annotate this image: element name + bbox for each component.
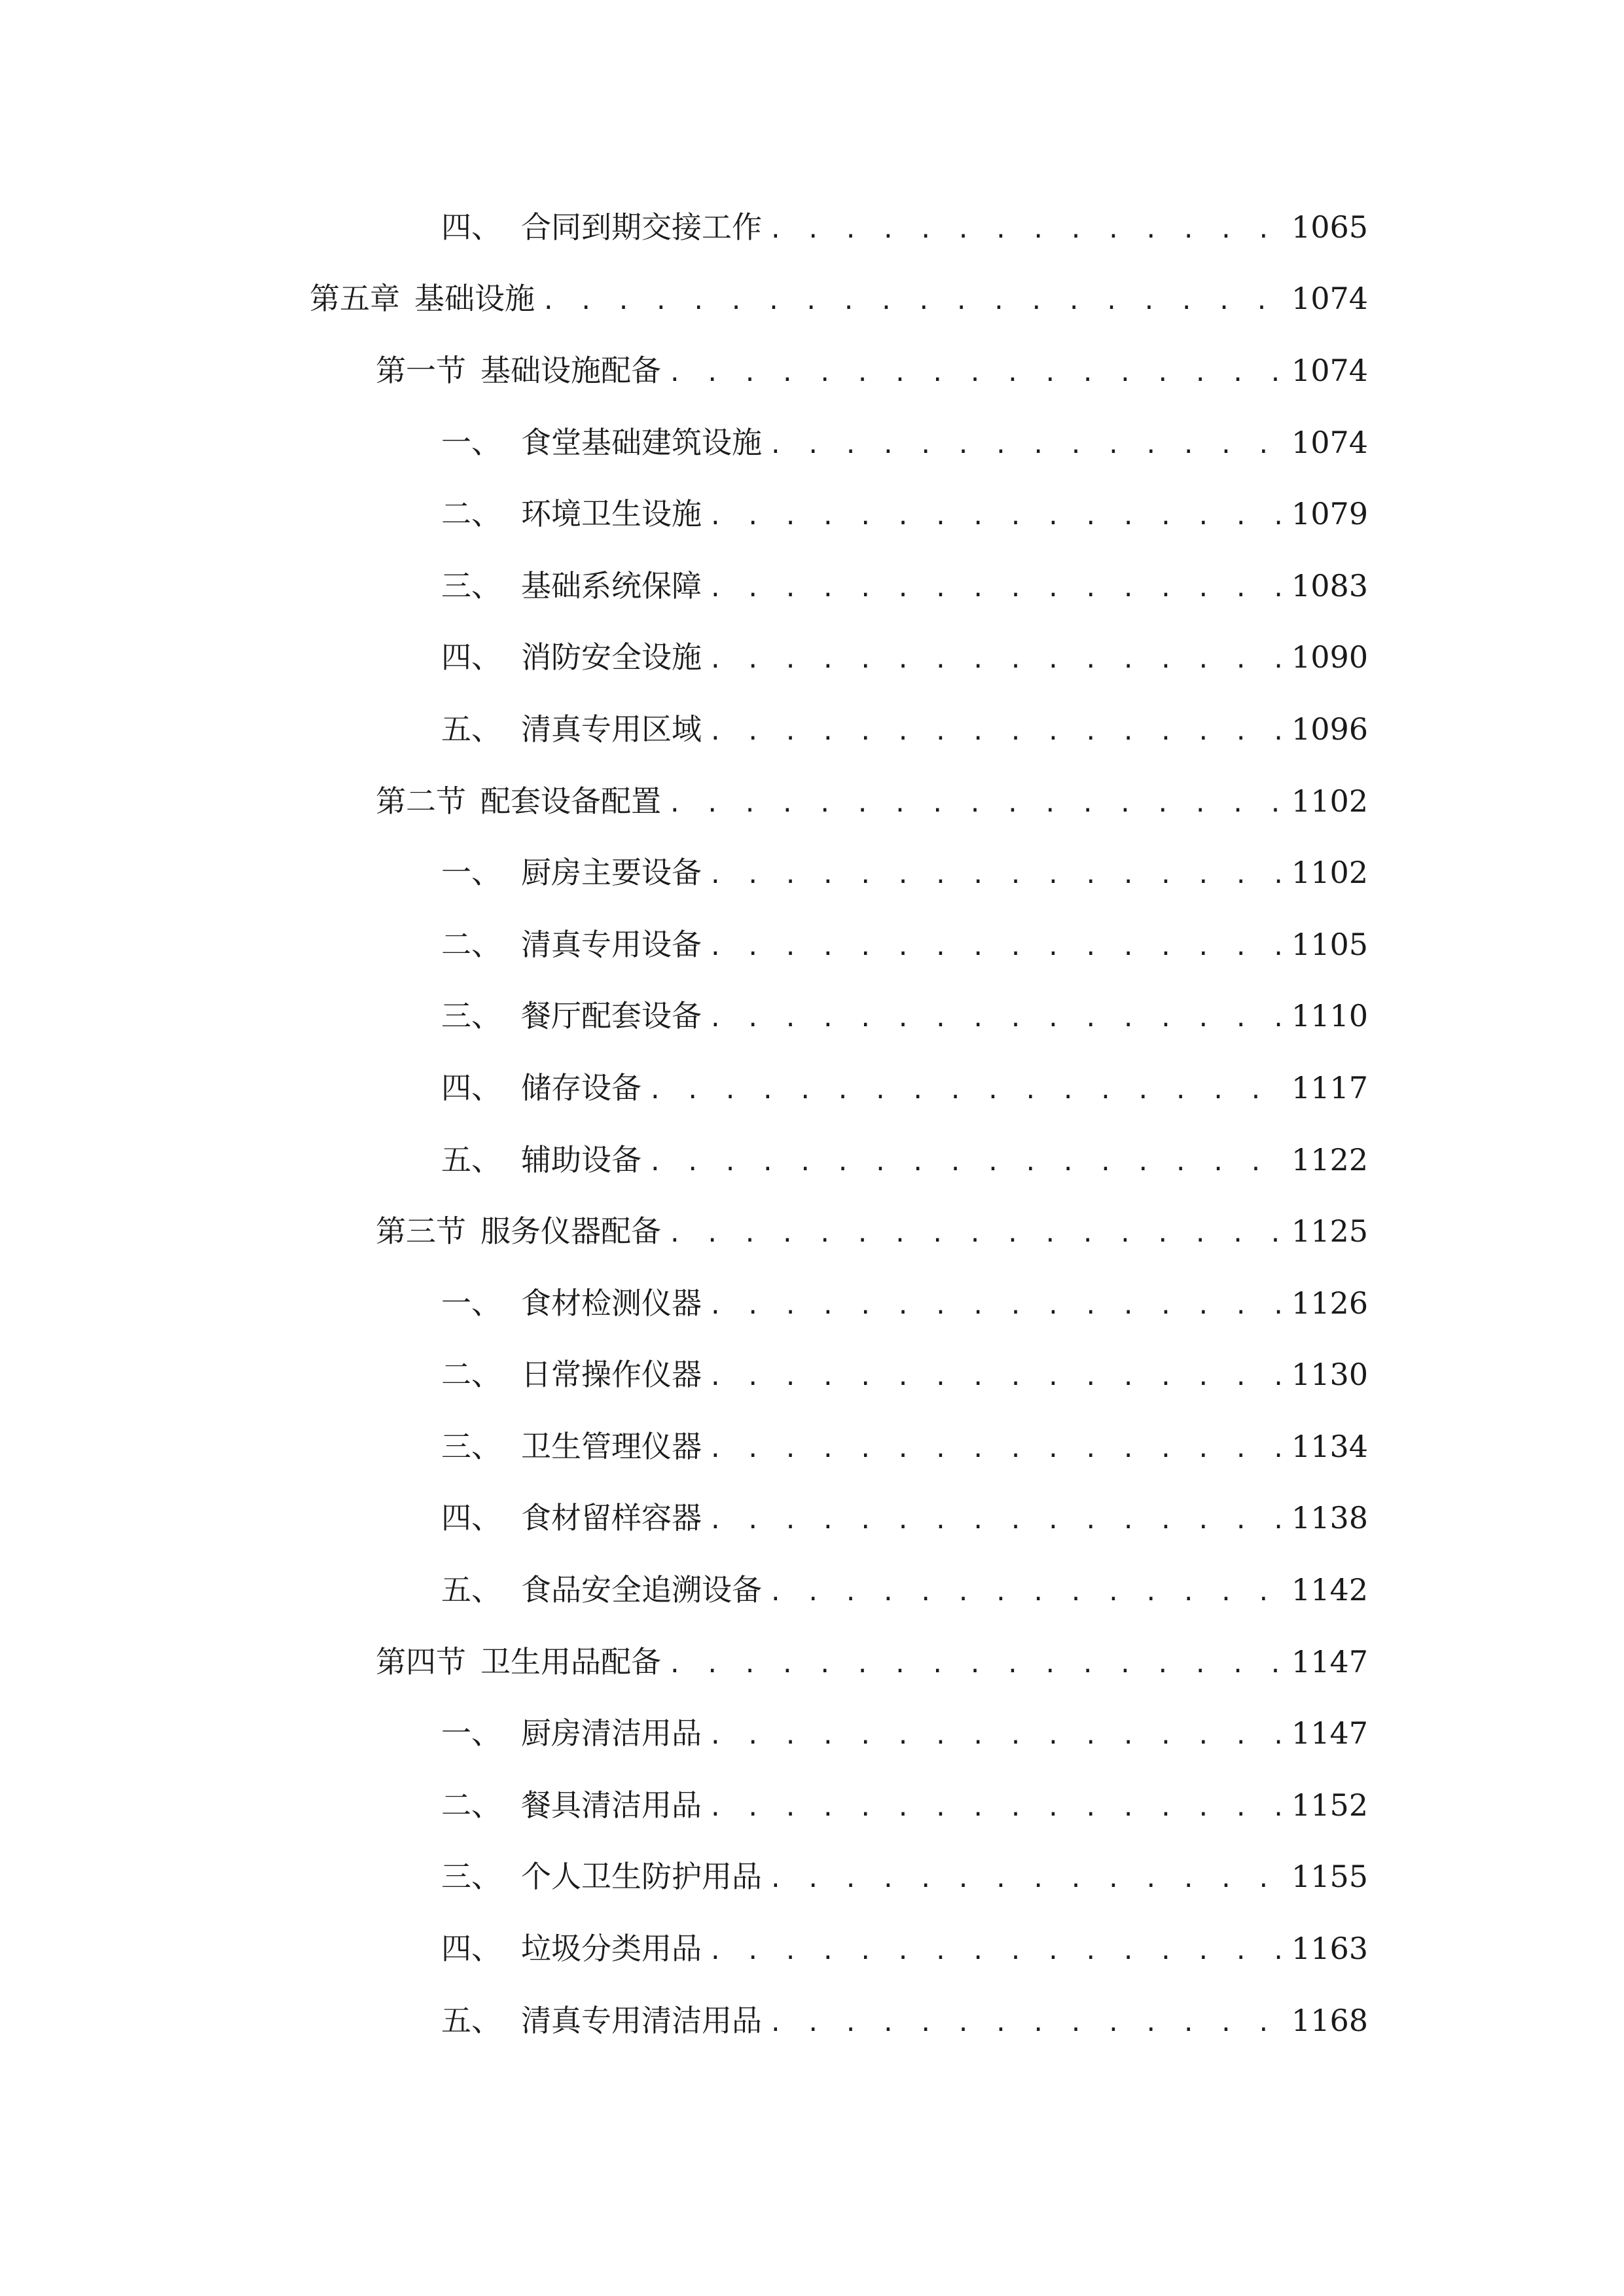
toc-page-number: 1142 [1291,1572,1368,1608]
toc-entry-text [441,1285,702,1321]
toc-entry-text [376,352,661,388]
dot-leader [708,499,1280,529]
toc-entry-title: 储存设备 [521,1069,641,1105]
toc-entry-label: 第五章 [310,281,400,317]
dot-leader [768,1861,1280,1892]
toc-entry-label: 四、 [441,639,501,675]
toc-entry-title: 基础设施 [414,281,535,317]
toc-entry[interactable] [0,622,1624,694]
toc-entry-label: 三、 [441,1428,501,1464]
toc-entry-title: 食品安全追溯设备 [521,1572,762,1608]
toc-entry-title: 清真专用区域 [521,711,702,747]
toc-entry[interactable] [0,1554,1624,1626]
toc-entry[interactable] [0,263,1624,335]
toc-entry-title: 环境卫生设施 [521,496,702,532]
toc-entry-text [441,1141,641,1177]
toc-page-number: 1138 [1291,1500,1368,1536]
dot-leader [768,212,1280,242]
toc-entry-label: 第二节 [376,783,466,819]
toc-entry-label: 一、 [441,424,501,460]
toc-page-number: 1130 [1291,1357,1368,1393]
toc-entry[interactable] [0,1410,1624,1482]
toc-entry-text [441,1931,702,1967]
toc-entry-text [441,567,702,603]
toc-entry[interactable] [0,191,1624,263]
dot-leader [708,1001,1280,1031]
toc-page-number: 1163 [1291,1931,1368,1967]
toc-entry-title: 清真专用清洁用品 [521,2002,762,2038]
toc-entry-label: 一、 [441,1285,501,1321]
toc-entry[interactable] [0,1769,1624,1841]
toc-entry[interactable] [0,908,1624,980]
toc-entry-text [441,1572,762,1608]
dot-leader [708,1359,1280,1390]
toc-entry-text [441,1787,702,1823]
toc-entry-text [441,1859,762,1895]
toc-entry[interactable] [0,1984,1624,2056]
dot-leader [541,283,1280,314]
toc-entry-label: 四、 [441,1500,501,1536]
toc-page-number: 1083 [1291,567,1368,603]
dot-leader [708,1503,1280,1533]
toc-page-number: 1152 [1291,1787,1368,1823]
toc-entry[interactable] [0,406,1624,478]
toc-page-number: 1125 [1291,1213,1368,1249]
toc-entry-text [441,639,702,675]
toc-entry-title: 消防安全设施 [521,639,702,675]
toc-entry-title: 厨房清洁用品 [521,1715,702,1751]
toc-entry[interactable] [0,334,1624,406]
dot-leader [708,1790,1280,1820]
dot-leader [768,1575,1280,1605]
dot-leader [648,1145,1280,1175]
toc-entry-text [441,711,702,747]
toc-page-number: 1147 [1291,1643,1368,1679]
toc-entry-title: 餐具清洁用品 [521,1787,702,1823]
toc-entry-title: 清真专用设备 [521,926,702,962]
toc-entry[interactable] [0,1052,1624,1124]
dot-leader [768,2005,1280,2036]
dot-leader [708,642,1280,672]
toc-entry-label: 四、 [441,209,501,245]
toc-entry-title: 卫生用品配备 [480,1643,661,1679]
toc-entry-title: 食材留样容器 [521,1500,702,1536]
toc-entry-title: 基础系统保障 [521,567,702,603]
toc-page-number: 1074 [1291,352,1368,388]
toc-entry-label: 第四节 [376,1643,466,1679]
toc-entry-title: 卫生管理仪器 [521,1428,702,1464]
toc-entry-text [441,1500,702,1536]
toc-entry-label: 二、 [441,496,501,532]
toc-entry-title: 合同到期交接工作 [521,209,762,245]
dot-leader [708,857,1280,888]
toc-entry-text [376,1643,661,1679]
toc-entry[interactable] [0,1267,1624,1339]
toc-entry[interactable] [0,550,1624,622]
toc-page-number: 1126 [1291,1285,1368,1321]
toc-entry-text [441,1357,702,1393]
toc-entry-text [441,998,702,1034]
toc-entry-text [441,496,702,532]
toc-entry[interactable] [0,1841,1624,1913]
toc-entry-title: 日常操作仪器 [521,1357,702,1393]
toc-entry[interactable] [0,1339,1624,1411]
toc-entry-text [441,926,702,962]
toc-entry-label: 二、 [441,1787,501,1823]
toc-entry-label: 第三节 [376,1213,466,1249]
toc-entry-text [376,1213,661,1249]
toc-page-number: 1090 [1291,639,1368,675]
toc-entry-label: 五、 [441,2002,501,2038]
toc-entry-text [441,2002,762,2038]
toc-entry-label: 一、 [441,855,501,891]
toc-entry[interactable] [0,1124,1624,1196]
toc-entry-text [441,855,702,891]
toc-entry-text [441,1428,702,1464]
dot-leader [708,929,1280,960]
toc-entry-title: 餐厅配套设备 [521,998,702,1034]
toc-page-number: 1102 [1291,783,1368,819]
dot-leader [668,1216,1280,1246]
toc-entry-title: 服务仪器配备 [480,1213,661,1249]
toc-entry[interactable] [0,693,1624,765]
toc-entry-text [441,209,762,245]
toc-entry-title: 食材检测仪器 [521,1285,702,1321]
table-of-contents [0,191,1624,2056]
dot-leader [708,1288,1280,1318]
toc-entry[interactable] [0,1482,1624,1554]
toc-entry-title: 个人卫生防护用品 [521,1859,762,1895]
toc-page-number: 1155 [1291,1859,1368,1895]
toc-entry-label: 一、 [441,1715,501,1751]
toc-page-number: 1079 [1291,496,1368,532]
dot-leader [768,427,1280,457]
toc-entry-title: 厨房主要设备 [521,855,702,891]
toc-entry-label: 二、 [441,926,501,962]
dot-leader [668,355,1280,386]
dot-leader [708,1933,1280,1964]
toc-entry-label: 第一节 [376,352,466,388]
dot-leader [708,571,1280,601]
toc-entry-label: 四、 [441,1931,501,1967]
toc-entry[interactable] [0,1697,1624,1769]
toc-entry-title: 垃圾分类用品 [521,1931,702,1967]
dot-leader [668,1647,1280,1677]
toc-entry-text [441,1715,702,1751]
toc-entry-label: 三、 [441,567,501,603]
toc-page-number: 1168 [1291,2002,1368,2038]
toc-entry-label: 三、 [441,1859,501,1895]
toc-entry[interactable] [0,1195,1624,1267]
toc-page-number: 1065 [1291,209,1368,245]
toc-entry-label: 五、 [441,1141,501,1177]
toc-page-number: 1110 [1291,998,1368,1034]
dot-leader [648,1073,1280,1103]
toc-entry[interactable] [0,478,1624,550]
dot-leader [708,1431,1280,1462]
toc-entry-label: 二、 [441,1357,501,1393]
dot-leader [708,714,1280,744]
toc-entry-title: 基础设施配备 [480,352,661,388]
toc-entry[interactable] [0,980,1624,1052]
toc-page-number: 1074 [1291,424,1368,460]
toc-entry-label: 五、 [441,711,501,747]
toc-page-number: 1147 [1291,1715,1368,1751]
dot-leader [668,786,1280,816]
toc-page-number: 1122 [1291,1141,1368,1177]
toc-entry[interactable] [0,1912,1624,1984]
toc-page-number: 1105 [1291,926,1368,962]
toc-page-number: 1134 [1291,1428,1368,1464]
toc-entry[interactable] [0,836,1624,908]
toc-entry-title: 辅助设备 [521,1141,641,1177]
toc-entry-text [310,281,535,317]
toc-entry-text [376,783,661,819]
toc-page-number: 1074 [1291,281,1368,317]
toc-entry-label: 五、 [441,1572,501,1608]
toc-entry-label: 三、 [441,998,501,1034]
toc-entry-label: 四、 [441,1069,501,1105]
toc-entry[interactable] [0,1626,1624,1698]
toc-entry-text [441,424,762,460]
toc-entry-title: 食堂基础建筑设施 [521,424,762,460]
toc-entry-text [441,1069,641,1105]
toc-page-number: 1096 [1291,711,1368,747]
toc-page-number: 1102 [1291,855,1368,891]
dot-leader [708,1718,1280,1748]
toc-page-number: 1117 [1291,1069,1368,1105]
toc-entry[interactable] [0,765,1624,837]
toc-entry-title: 配套设备配置 [480,783,661,819]
